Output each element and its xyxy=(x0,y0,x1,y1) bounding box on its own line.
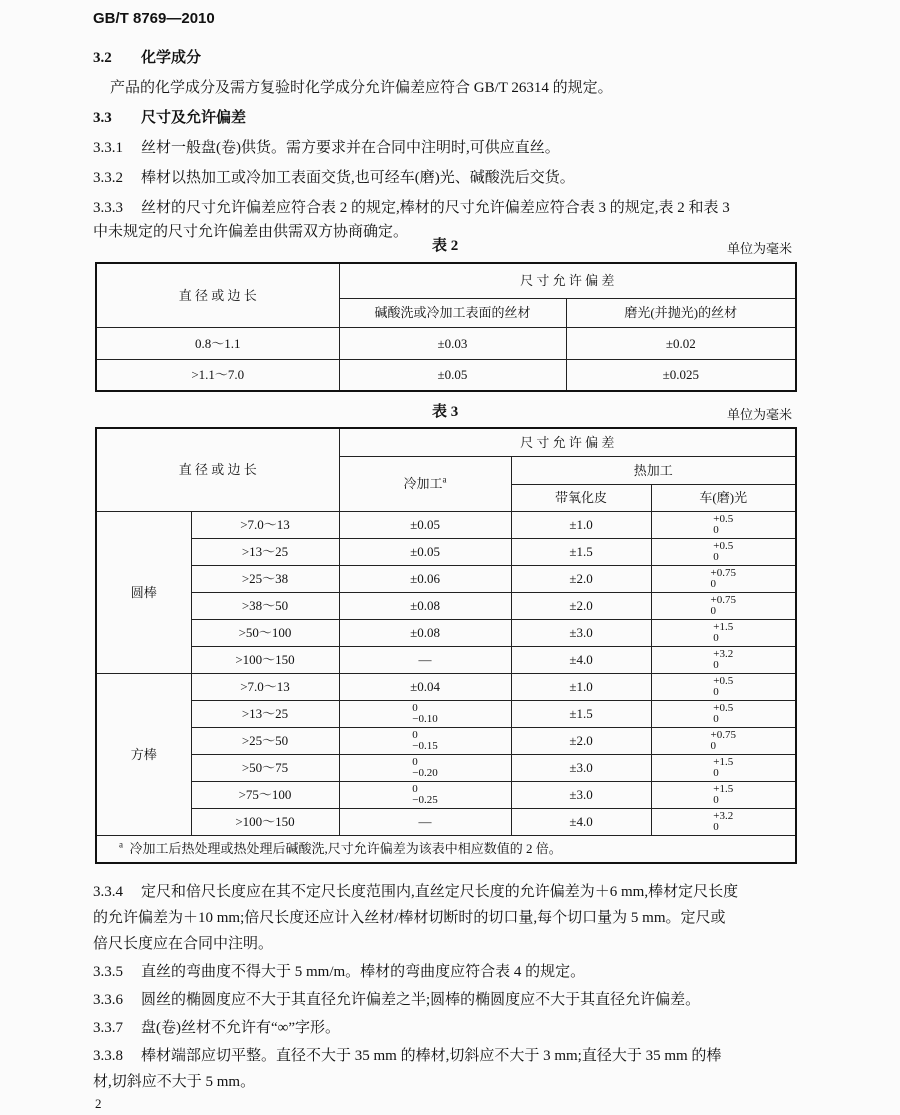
stacked-tolerance xyxy=(412,703,437,725)
table-cell: ±1.0 xyxy=(511,511,651,538)
stacked-tolerance xyxy=(713,649,733,671)
table-row xyxy=(96,754,796,781)
tolerance-cell xyxy=(651,619,796,646)
page-number: 2 xyxy=(95,1096,102,1111)
tolerance-cell xyxy=(651,673,796,700)
clause-number: 3.2 xyxy=(93,50,112,66)
footnote-mark: a xyxy=(442,474,447,485)
clause-text: 中未规定的尺寸允许偏差由供需双方协商确定。 xyxy=(93,224,409,240)
table-cell: >50～100 xyxy=(191,619,339,646)
table-cell: ±0.05 xyxy=(339,538,511,565)
table-row xyxy=(96,359,796,391)
tolerance-value: 0 xyxy=(412,755,418,768)
tolerance-value: +0.5 xyxy=(713,512,734,525)
clause-text: 盘(卷)丝材不允许有“∞”字形。 xyxy=(141,1020,341,1036)
clause-text: 圆丝的椭圆度应不大于其直径允许偏差之半;圆棒的椭圆度应不大于其直径允许偏差。 xyxy=(141,992,701,1008)
standard-number-header: GB/T 8769—2010 xyxy=(93,10,215,27)
table-row xyxy=(96,592,796,619)
stacked-tolerance xyxy=(713,811,733,833)
paragraph-line xyxy=(93,50,201,67)
table-footnote xyxy=(96,835,796,863)
tolerance-cell xyxy=(339,754,511,781)
paragraph-line xyxy=(93,224,408,241)
tolerance-value: 0 xyxy=(710,577,717,590)
tolerance-cell xyxy=(339,781,511,808)
tolerance-value: +0.75 xyxy=(710,566,736,579)
footnote-text: 冷加工后热处理或热处理后碱酸洗,尺寸允许偏差为该表中相应数值的 2 倍。 xyxy=(129,841,562,857)
tolerance-cell xyxy=(651,646,796,673)
table-3 xyxy=(95,427,797,864)
table-row xyxy=(96,327,796,359)
paragraph-line xyxy=(93,936,273,953)
paragraph-line xyxy=(110,80,613,97)
cold-header-label: 冷加工 xyxy=(403,476,443,491)
stacked-tolerance xyxy=(711,568,736,590)
table-cell: >1.1～7.0 xyxy=(96,359,339,391)
group-label: 圆棒 xyxy=(96,511,191,673)
sub-header: 车(磨)光 xyxy=(651,484,796,511)
tolerance-value: +0.5 xyxy=(713,701,734,714)
clause-number: 3.3.3 xyxy=(93,200,123,216)
paragraph-line xyxy=(93,1048,721,1065)
table3-unit: 单位为毫米 xyxy=(726,407,792,422)
clause-text: 尺寸及允许偏差 xyxy=(141,110,247,126)
clause-text: 产品的化学成分及需方复验时化学成分允许偏差应符合 GB/T 26314 的规定。 xyxy=(110,80,613,96)
stacked-tolerance xyxy=(713,676,733,698)
clause-text: 棒材端部应切平整。直径不大于 35 mm 的棒材,切斜应不大于 3 mm;直径大于 35 mm 的棒 xyxy=(141,1048,722,1064)
stacked-tolerance xyxy=(713,622,733,644)
paragraph-line xyxy=(93,110,246,127)
clause-text: 化学成分 xyxy=(141,50,202,66)
tolerance-value: +0.5 xyxy=(713,674,734,687)
tolerance-cell xyxy=(651,592,796,619)
tolerance-value: +0.5 xyxy=(713,539,734,552)
tolerance-value: +3.2 xyxy=(713,647,734,660)
paragraph-line xyxy=(93,1020,340,1037)
table2-caption: 表 2 xyxy=(432,238,459,254)
tolerance-cell xyxy=(651,727,796,754)
table-cell: ±3.0 xyxy=(511,754,651,781)
clause-text: 材,切斜应不大于 5 mm。 xyxy=(93,1074,256,1090)
tolerance-cell xyxy=(651,565,796,592)
tolerance-cell xyxy=(339,700,511,727)
stacked-tolerance xyxy=(713,514,733,536)
tolerance-value: −0.10 xyxy=(412,712,438,725)
tolerance-value: 0 xyxy=(710,604,717,617)
table2-unit: 单位为毫米 xyxy=(726,241,792,256)
clause-text: 定尺和倍尺长度应在其不定尺长度范围内,直丝定尺长度的允许偏差为＋6 mm,棒材定尺长度 xyxy=(141,884,739,900)
clause-number: 3.3.7 xyxy=(93,1020,123,1036)
table-cell: ±4.0 xyxy=(511,646,651,673)
sub-header: 磨光(并抛光)的丝材 xyxy=(566,298,796,327)
tolerance-value: +0.75 xyxy=(710,593,736,606)
table-cell: >100～150 xyxy=(191,646,339,673)
table-cell: ±3.0 xyxy=(511,619,651,646)
table-cell: ±4.0 xyxy=(511,808,651,835)
table-row xyxy=(96,538,796,565)
table-cell: >100～150 xyxy=(191,808,339,835)
table-row xyxy=(96,511,796,538)
paragraph-line xyxy=(93,200,730,217)
tolerance-cell xyxy=(651,538,796,565)
sub-header: 碱酸洗或冷加工表面的丝材 xyxy=(339,298,566,327)
tolerance-value: 0 xyxy=(713,523,719,536)
clause-number: 3.3.5 xyxy=(93,964,123,980)
sub-header: 带氧化皮 xyxy=(511,484,651,511)
table-cell: >75～100 xyxy=(191,781,339,808)
stacked-tolerance xyxy=(412,757,437,779)
tolerance-value: −0.25 xyxy=(412,793,438,806)
tolerance-cell xyxy=(651,511,796,538)
paragraph-line xyxy=(93,170,575,187)
table-row xyxy=(96,646,796,673)
table-cell: ±1.5 xyxy=(511,700,651,727)
table-cell: — xyxy=(339,646,511,673)
clause-text: 丝材的尺寸允许偏差应符合表 2 的规定,棒材的尺寸允许偏差应符合表 3 的规定,表 2 和表 3 xyxy=(141,200,730,216)
tolerance-value: 0 xyxy=(412,728,418,741)
table-cell: >25～50 xyxy=(191,727,339,754)
stacked-tolerance xyxy=(711,595,736,617)
tolerance-cell xyxy=(651,781,796,808)
table-row xyxy=(96,808,796,835)
tolerance-value: +1.5 xyxy=(713,782,734,795)
stacked-tolerance xyxy=(412,784,437,806)
paragraph-line xyxy=(93,884,738,901)
table-row xyxy=(96,700,796,727)
tolerance-value: 0 xyxy=(412,782,418,795)
tolerance-value: 0 xyxy=(713,712,719,725)
clause-number: 3.3.6 xyxy=(93,992,123,1008)
col-header: 直 径 或 边 长 xyxy=(96,428,339,511)
stacked-tolerance xyxy=(713,757,733,779)
tolerance-value: +0.75 xyxy=(710,728,736,741)
clause-number: 3.3.8 xyxy=(93,1048,123,1064)
tolerance-value: 0 xyxy=(713,658,719,671)
group-header: 尺 寸 允 许 偏 差 xyxy=(339,263,796,298)
stacked-tolerance xyxy=(713,784,733,806)
clause-number: 3.3.2 xyxy=(93,170,123,186)
tolerance-value: 0 xyxy=(713,550,719,563)
tolerance-value: −0.20 xyxy=(412,766,438,779)
table-cell: ±1.5 xyxy=(511,538,651,565)
tolerance-value: +1.5 xyxy=(713,620,734,633)
tolerance-value: +1.5 xyxy=(713,755,734,768)
table-cell: — xyxy=(339,808,511,835)
tolerance-value: 0 xyxy=(710,739,717,752)
table-cell: ±0.05 xyxy=(339,359,566,391)
tolerance-value: 0 xyxy=(713,685,719,698)
tolerance-value: 0 xyxy=(713,820,719,833)
table-row xyxy=(96,727,796,754)
table-cell: ±2.0 xyxy=(511,565,651,592)
tolerance-cell xyxy=(651,700,796,727)
clause-text: 丝材一般盘(卷)供货。需方要求并在合同中注明时,可供应直丝。 xyxy=(141,140,560,156)
hot-header: 热加工 xyxy=(511,456,796,484)
table-cell: ±0.025 xyxy=(566,359,796,391)
tolerance-value: 0 xyxy=(412,701,418,714)
table-cell: >50～75 xyxy=(191,754,339,781)
paragraph-line xyxy=(93,964,585,981)
clause-number: 3.3 xyxy=(93,110,112,126)
stacked-tolerance xyxy=(711,730,736,752)
clause-text: 的允许偏差为＋10 mm;倍尺长度还应计入丝材/棒材切断时的切口量,每个切口量为 5 mm。定尺或 xyxy=(93,910,726,926)
tolerance-cell xyxy=(651,754,796,781)
table-cell: >25～38 xyxy=(191,565,339,592)
stacked-tolerance xyxy=(412,730,437,752)
clause-text: 倍尺长度应在合同中注明。 xyxy=(93,936,274,952)
clause-text: 直丝的弯曲度不得大于 5 mm/m。棒材的弯曲度应符合表 4 的规定。 xyxy=(141,964,586,980)
table-cell: ±2.0 xyxy=(511,727,651,754)
clause-number: 3.3.1 xyxy=(93,140,123,156)
tolerance-value: 0 xyxy=(713,631,719,644)
cold-header xyxy=(339,456,511,511)
table3-caption: 表 3 xyxy=(432,404,459,420)
table-cell: >13～25 xyxy=(191,700,339,727)
table-cell: ±0.05 xyxy=(339,511,511,538)
table-cell: ±0.06 xyxy=(339,565,511,592)
table-cell: >38～50 xyxy=(191,592,339,619)
table-cell: ±0.04 xyxy=(339,673,511,700)
table-row xyxy=(96,781,796,808)
tolerance-value: 0 xyxy=(713,766,719,779)
clause-text: 棒材以热加工或冷加工表面交货,也可经车(磨)光、碱酸洗后交货。 xyxy=(141,170,575,186)
table-row xyxy=(96,619,796,646)
paragraph-line xyxy=(93,1074,255,1091)
table-cell: ±0.08 xyxy=(339,619,511,646)
table-cell: ±0.08 xyxy=(339,592,511,619)
table-row xyxy=(96,673,796,700)
paragraph-line xyxy=(93,140,560,157)
stacked-tolerance xyxy=(713,541,733,563)
tolerance-value: +3.2 xyxy=(713,809,734,822)
tolerance-cell xyxy=(651,808,796,835)
clause-number: 3.3.4 xyxy=(93,884,123,900)
stacked-tolerance xyxy=(713,703,733,725)
group-header: 尺 寸 允 许 偏 差 xyxy=(339,428,796,456)
table-cell: ±0.03 xyxy=(339,327,566,359)
table-cell: ±2.0 xyxy=(511,592,651,619)
table-cell: >7.0～13 xyxy=(191,673,339,700)
table-cell: ±0.02 xyxy=(566,327,796,359)
col-header: 直 径 或 边 长 xyxy=(96,263,339,327)
table-cell: ±1.0 xyxy=(511,673,651,700)
tolerance-value: −0.15 xyxy=(412,739,438,752)
footnote-mark: a xyxy=(119,839,123,850)
table-cell: >7.0～13 xyxy=(191,511,339,538)
paragraph-line xyxy=(93,910,726,927)
tolerance-cell xyxy=(339,727,511,754)
table-cell: ±3.0 xyxy=(511,781,651,808)
group-label: 方棒 xyxy=(96,673,191,835)
table-2 xyxy=(95,262,797,392)
table-row xyxy=(96,565,796,592)
table-cell: 0.8～1.1 xyxy=(96,327,339,359)
paragraph-line xyxy=(93,992,700,1009)
tolerance-value: 0 xyxy=(713,793,719,806)
table-cell: >13～25 xyxy=(191,538,339,565)
